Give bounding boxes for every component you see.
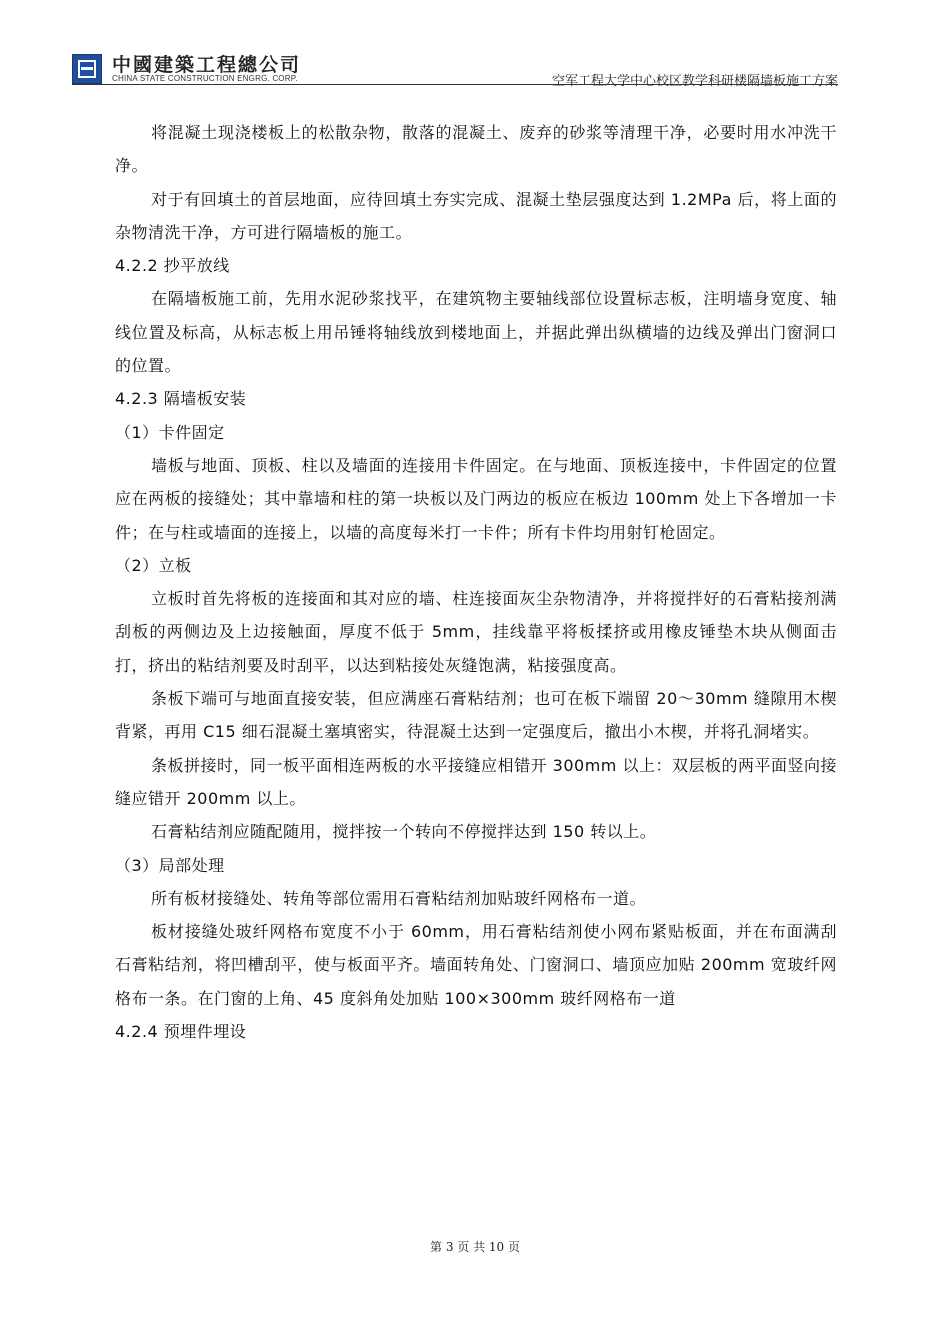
paragraph: 在隔墙板施工前，先用水泥砂浆找平，在建筑物主要轴线部位设置标志板，注明墙身宽度、轴线位置及标高，从标志板上用吊锤将轴线放到楼地面上，并据此弹出纵横墙的边线及弹出门窗洞口的位置。 bbox=[115, 289, 837, 376]
document-body bbox=[115, 116, 837, 1048]
section-heading: 4.2.2 抄平放线 bbox=[115, 256, 230, 276]
paragraph: 条板拼接时，同一板平面相连两板的水平接缝应相错开 300mm 以上：双层板的两平面竖向接缝应错开 200mm 以上。 bbox=[115, 755, 837, 808]
section-heading: 4.2.4 预埋件埋设 bbox=[115, 1022, 247, 1042]
subsection-heading: （2）立板 bbox=[115, 555, 192, 575]
company-logo-icon bbox=[72, 54, 102, 84]
subsection-heading: （3）局部处理 bbox=[115, 855, 225, 875]
company-name-en: CHINA STATE CONSTRUCTION ENGRG. CORP. bbox=[112, 74, 298, 83]
company-name-cn: 中國建築工程總公司 bbox=[112, 54, 302, 76]
section-heading: 4.2.3 隔墙板安装 bbox=[115, 389, 247, 409]
page-number: 第 3 页 共 10 页 bbox=[430, 1240, 520, 1254]
paragraph: 条板下端可与地面直接安装，但应满座石膏粘结剂；也可在板下端留 20～30mm 缝隙用木楔背紧，再用 C15 细石混凝土塞填密实，待混凝土达到一定强度后，撤出小木楔，并将孔洞堵实。 bbox=[115, 689, 837, 742]
document-title: 空军工程大学中心校区教学科研楼隔墙板施工方案 bbox=[551, 74, 838, 89]
paragraph: 所有板材接缝处、转角等部位需用石膏粘结剂加贴玻纤网格布一道。 bbox=[151, 888, 647, 908]
paragraph: 板材接缝处玻纤网格布宽度不小于 60mm，用石膏粘结剂使小网布紧贴板面，并在布面满刮石膏粘结剂，将凹槽刮平，使与板面平齐。墙面转角处、门窗洞口、墙顶应加贴 200mm 宽玻纤网格布一条。在门窗的上角、45 度斜角处加贴 100×300mm 玻纤网格布一道 bbox=[115, 922, 837, 1008]
paragraph: 对于有回填土的首层地面，应待回填土夯实完成、混凝土垫层强度达到 1.2MPa 后，将上面的杂物清洗干净，方可进行隔墙板的施工。 bbox=[115, 189, 837, 242]
paragraph: 立板时首先将板的连接面和其对应的墙、柱连接面灰尘杂物清净，并将搅拌好的石膏粘接剂满刮板的两侧边及上边接触面，厚度不低于 5mm，挂线靠平将板揉挤或用橡皮锤垫木块从侧面击打，挤出的粘结剂要及时刮平，以达到粘接处灰缝饱满，粘接强度高。 bbox=[115, 589, 837, 675]
page-header bbox=[72, 50, 838, 88]
paragraph: 将混凝土现浇楼板上的松散杂物，散落的混凝土、废弃的砂浆等清理干净，必要时用水冲洗干净。 bbox=[115, 123, 837, 176]
paragraph: 石膏粘结剂应随配随用，搅拌按一个转向不停搅拌达到 150 转以上。 bbox=[151, 822, 657, 842]
paragraph: 墙板与地面、顶板、柱以及墙面的连接用卡件固定。在与地面、顶板连接中，卡件固定的位置应在两板的接缝处；其中靠墙和柱的第一块板以及门两边的板应在板边 100mm 处上下各增加一卡件；在与柱或墙面的连接上，以墙的高度每米打一卡件；所有卡件均用射钉枪固定。 bbox=[115, 455, 837, 542]
subsection-heading: （1）卡件固定 bbox=[115, 422, 225, 442]
header-divider bbox=[72, 84, 838, 85]
